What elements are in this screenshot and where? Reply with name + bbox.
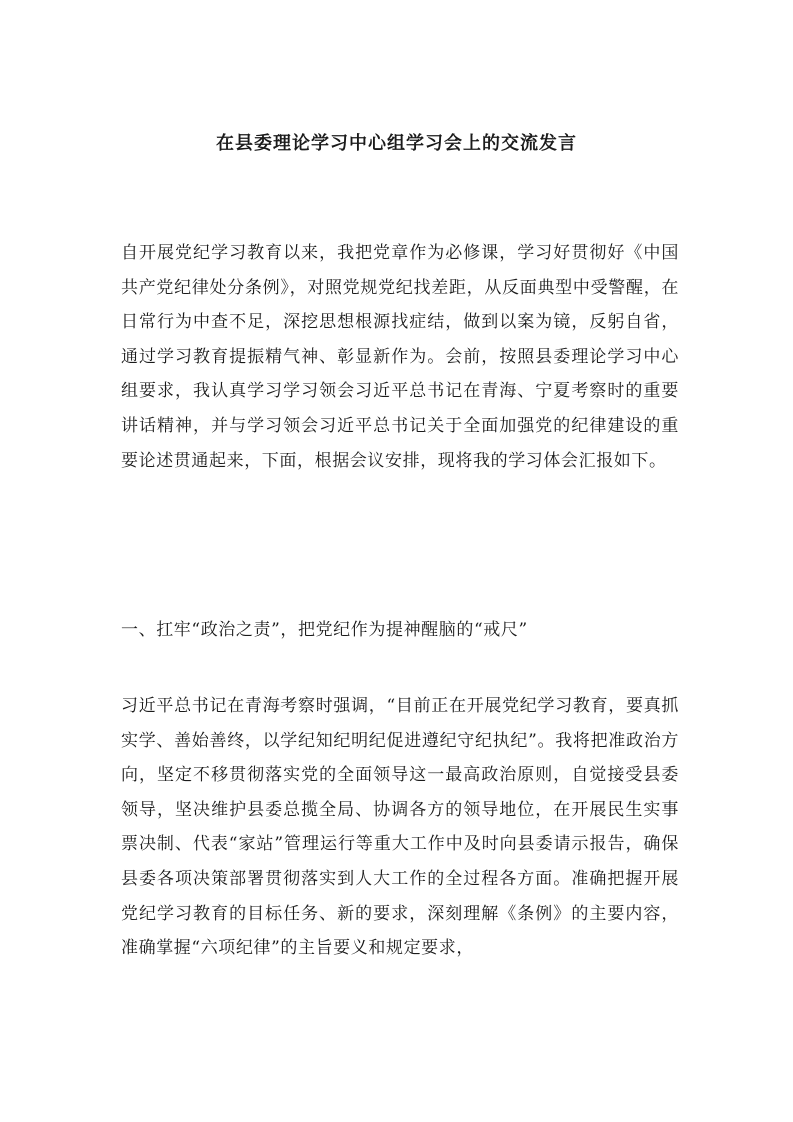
document-title: 在县委理论学习中心组学习会上的交流发言 — [216, 133, 577, 154]
section-heading: 一、扛牢“政治之责”，把党纪作为提神醒脑的“戒尺” — [121, 620, 528, 640]
intro-paragraph: 自开展党纪学习教育以来，我把党章作为必修课，学习好贯彻好《中国共产党纪律处分条例》，对照党规党纪找差距，从反面典型中受警醒，在日常行为中查不足，深挖思想根源找症结，做到以案为镜，反躬自省，通过学习教育提振精气神、彰显新作为。会前，按照县委理论学习中心组要求，我认真学习学习领会习近平总书记在青海、宁夏考察时的重要讲话精神，并与学习领会习近平总书记关于全面加强党的纪律建设的重要论述贯通起来，下面，根据会议安排，现将我的学习体会汇报如下。 — [121, 243, 679, 471]
section-paragraph: 习近平总书记在青海考察时强调，“目前正在开展党纪学习教育，要真抓实学、善始善终，以学纪知纪明纪促进遵纪守纪执纪”。我将把准政治方向，坚定不移贯彻落实党的全面领导这一最高政治原则，自觉接受县委领导，坚决维护县委总揽全局、协调各方的领导地位，在开展民生实事票决制、代表“家站”管理运行等重大工作中及时向县委请示报告，确保县委各项决策部署贯彻落实到人大工作的全过程各方面。准确把握开展党纪学习教育的目标任务、新的要求，深刻理解《条例》的主要内容，准确掌握“六项纪律”的主旨要义和规定要求， — [121, 696, 679, 959]
